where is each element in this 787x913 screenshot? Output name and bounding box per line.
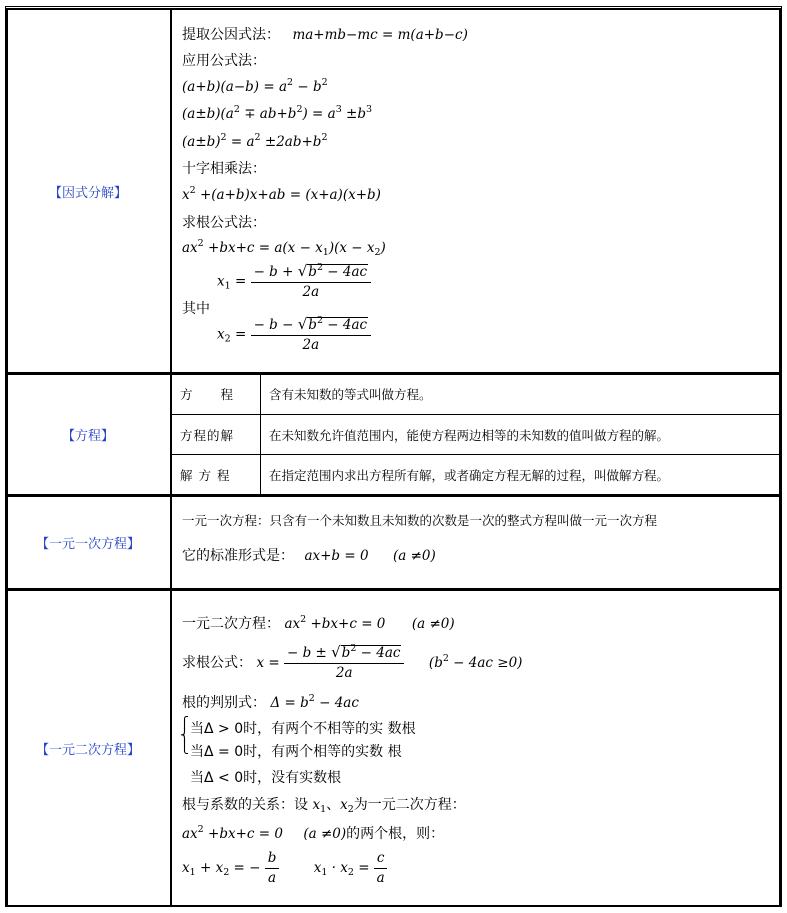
section-content-quadratic bbox=[170, 591, 779, 905]
discriminant: 根的判别式： $\Delta = b^2 - 4ac$ bbox=[182, 693, 359, 711]
case-positive: 当Δ > 0时，有两个不相等的实 数根 bbox=[190, 721, 416, 737]
formula-perfect-square: $(a\pm b)^2 = a^2 \pm 2ab+b^2$ bbox=[182, 132, 328, 150]
definition-cell: 在未知数允许值范围内，能使方程两边相等的未知数的值叫做方程的解。 bbox=[261, 414, 780, 454]
cases-brace: ⎧ ⎨ ⎩ bbox=[180, 716, 189, 754]
extract-title: 提取公因式法： bbox=[182, 27, 280, 43]
table-row bbox=[172, 455, 779, 494]
section-content-factorization bbox=[170, 10, 779, 372]
vieta-sum-fraction: $\frac{b}{a}$ bbox=[265, 849, 280, 888]
root-x1-fraction: $\frac{- b + √b^2 - 4ac}{2a}$ bbox=[251, 262, 372, 302]
section-factorization bbox=[6, 8, 781, 374]
section-linear-equation bbox=[6, 495, 781, 590]
vieta-product: $x_1 \cdot x_2$ = $\frac{c}{a}$ bbox=[314, 860, 388, 876]
definition-cell: 含有未知数的等式叫做方程。 bbox=[261, 375, 780, 414]
cross-multiply-formula: $x^2 +(a+b)x+ab = (x+a)(x+b)$ bbox=[182, 185, 381, 203]
root-factored-formula: $ax^2 +bx+c = a(x - x_1)(x - x_2)$ bbox=[182, 238, 386, 258]
term-cell: 解 方 程 bbox=[172, 455, 261, 494]
quadratic-root-fraction: $\frac{- b \pm √b^2 - 4ac}{2a}$ bbox=[284, 643, 405, 683]
section-label-linear: 【一元一次方程】 bbox=[35, 537, 140, 552]
root-x2: $x_2$ = $\frac{- b - √b^2 - 4ac}{2a}$ bbox=[217, 315, 371, 355]
section-label-factorization: 【因式分解】 bbox=[48, 185, 127, 201]
quadratic-root-formula: 求根公式： x = $\frac{- b \pm √b^2 - 4ac}{2a}$ $(b^2 - 4ac \ge 0)$ bbox=[182, 643, 523, 681]
vieta-formulas bbox=[182, 849, 387, 888]
root-formula-title: 求根公式法： bbox=[182, 215, 266, 231]
table-row bbox=[172, 414, 779, 454]
formula-difference-squares: $(a+b)(a-b) = a^2 - b^2$ bbox=[182, 77, 328, 95]
section-quadratic-equation bbox=[6, 589, 781, 907]
quadratic-definition: 一元二次方程： $ax^2 +bx+c = 0$ (a ≠0) bbox=[182, 614, 455, 632]
term-cell: 方程的解 bbox=[172, 414, 261, 454]
vieta-equation: $ax^2 +bx+c = 0$ (a ≠0)的两个根，则： bbox=[182, 824, 445, 842]
vieta-product-fraction: $\frac{c}{a}$ bbox=[374, 849, 388, 888]
definition-cell: 在指定范围内求出方程所有解，或者确定方程无解的过程，叫做解方程。 bbox=[269, 467, 670, 483]
section-content-equation bbox=[170, 375, 779, 494]
root-x2-fraction: $\frac{- b - √b^2 - 4ac}{2a}$ bbox=[251, 315, 372, 355]
apply-formula-title: 应用公式法： bbox=[182, 53, 266, 69]
extract-common-factor bbox=[182, 24, 468, 44]
formula-sum-cubes: $(a\pm b)(a^2 \mp ab+b^2) = a^3 \pm b^3$ bbox=[182, 104, 373, 122]
case-zero: 当Δ = 0时，有两个相等的实数 根 bbox=[190, 744, 402, 760]
linear-standard-form: 它的标准形式是： ax+b = 0 (a ≠0) bbox=[182, 548, 436, 564]
section-equation bbox=[6, 373, 781, 496]
case-negative: 当Δ < 0时，没有实数根 bbox=[190, 770, 342, 786]
vieta-sum: $x_1 + x_2$ = − $\frac{b}{a}$ bbox=[182, 860, 284, 876]
table-row bbox=[172, 375, 779, 414]
where-label: 其中 bbox=[182, 301, 210, 317]
linear-definition: 一元一次方程：只含有一个未知数且未知数的次数是一次的整式方程叫做一元一次方程 bbox=[182, 513, 658, 528]
section-content-linear bbox=[170, 497, 779, 588]
section-label-quadratic: 【一元二次方程】 bbox=[35, 742, 140, 758]
equation-definition-table bbox=[172, 375, 779, 494]
term-cell: 方 程 bbox=[172, 375, 261, 414]
vieta-intro: 根与系数的关系：设 $x_1$、$x_2$为一元二次方程： bbox=[182, 797, 466, 815]
extract-formula: ma+mb−mc = m(a+b−c) bbox=[292, 27, 468, 43]
root-x1: $x_1$ = $\frac{- b + √b^2 - 4ac}{2a}$ bbox=[217, 262, 371, 302]
section-label-equation: 【方程】 bbox=[61, 429, 114, 444]
cross-multiply-title: 十字相乘法： bbox=[182, 161, 266, 177]
